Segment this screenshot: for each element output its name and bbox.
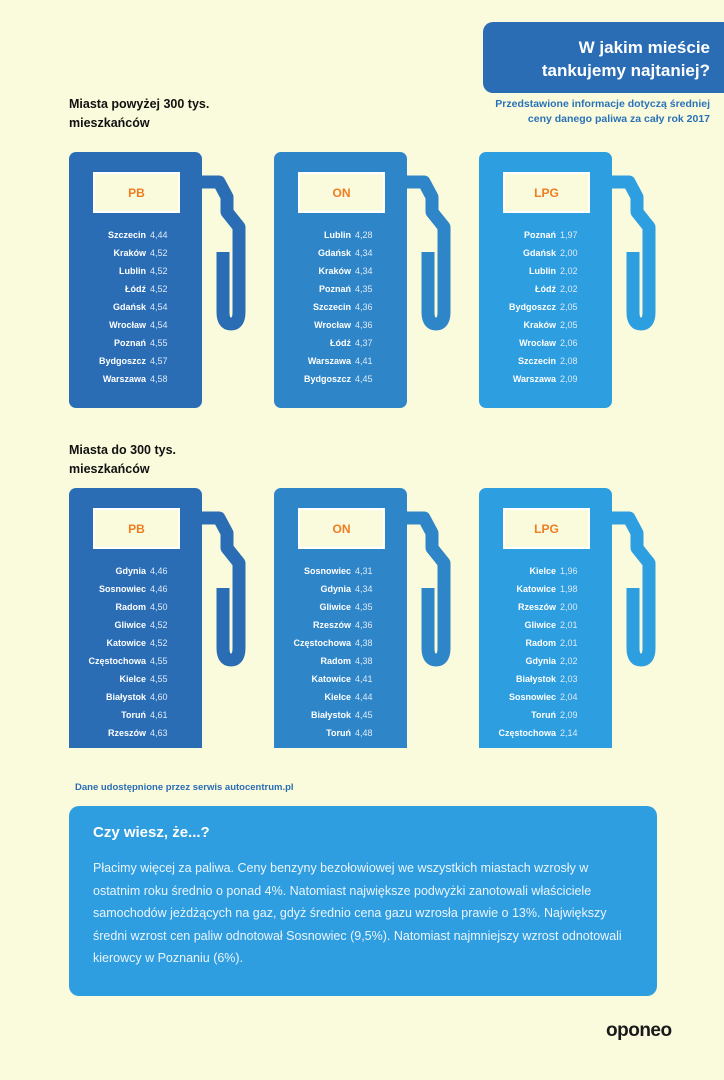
city-name: Kielce [529, 566, 556, 576]
section-title-small [69, 441, 289, 479]
price-row [479, 724, 614, 742]
price-value: 2,09 [560, 710, 578, 720]
fact-title: Czy wiesz, że...? [93, 824, 210, 841]
price-value: 4,41 [355, 356, 373, 366]
fact-box [69, 806, 657, 996]
city-name: Warszawa [102, 374, 146, 384]
city-name: Częstochowa [88, 656, 146, 666]
city-name: Sosnowiec [98, 584, 146, 594]
city-name: Rzeszów [107, 728, 146, 738]
price-value: 2,06 [560, 338, 578, 348]
pump-hose [407, 518, 444, 660]
price-value: 4,55 [150, 674, 168, 684]
price-row [69, 280, 204, 298]
city-name: Gdynia [525, 656, 556, 666]
city-name: Kraków [113, 248, 146, 258]
price-row [479, 616, 614, 634]
city-name: Sosnowiec [508, 692, 556, 702]
price-row [479, 652, 614, 670]
price-value: 4,37 [355, 338, 373, 348]
city-price-list [69, 562, 204, 742]
section-title-big [69, 95, 289, 133]
city-name: Białystok [105, 692, 146, 702]
city-name: Gdynia [115, 566, 146, 576]
price-value: 2,02 [560, 284, 578, 294]
price-value: 4,38 [355, 656, 373, 666]
price-value: 4,45 [355, 710, 373, 720]
city-name: Białystok [515, 674, 556, 684]
price-row [274, 226, 409, 244]
city-name: Kraków [318, 266, 351, 276]
city-name: Rzeszów [312, 620, 351, 630]
city-name: Łódź [330, 338, 351, 348]
price-value: 4,55 [150, 656, 168, 666]
pump-hose [202, 182, 239, 324]
price-row [274, 298, 409, 316]
price-value: 4,41 [355, 674, 373, 684]
fuel-label: ON [298, 172, 385, 213]
price-row [69, 316, 204, 334]
city-name: Toruń [531, 710, 556, 720]
fuel-pump-on-small [274, 488, 459, 748]
city-name: Katowice [106, 638, 146, 648]
city-name: Warszawa [307, 356, 351, 366]
price-value: 1,96 [560, 566, 578, 576]
price-row [69, 334, 204, 352]
price-row [274, 244, 409, 262]
price-row [69, 598, 204, 616]
price-value: 4,34 [355, 584, 373, 594]
city-name: Katowice [516, 584, 556, 594]
price-value: 4,52 [150, 248, 168, 258]
pump-hose [612, 518, 649, 660]
price-value: 4,35 [355, 284, 373, 294]
price-row [274, 670, 409, 688]
price-row [274, 262, 409, 280]
city-price-list [479, 226, 614, 388]
section-title-big-line2: mieszkańców [69, 116, 150, 130]
price-value: 4,45 [355, 374, 373, 384]
price-value: 2,02 [560, 656, 578, 666]
city-name: Kraków [523, 320, 556, 330]
price-row [479, 298, 614, 316]
fuel-label: ON [298, 508, 385, 549]
city-name: Radom [525, 638, 556, 648]
city-name: Gdańsk [317, 248, 351, 258]
city-name: Gliwice [524, 620, 556, 630]
city-name: Lublin [119, 266, 146, 276]
price-value: 4,61 [150, 710, 168, 720]
price-row [69, 706, 204, 724]
city-name: Szczecin [517, 356, 556, 366]
price-value: 4,36 [355, 320, 373, 330]
price-value: 4,54 [150, 302, 168, 312]
price-value: 4,36 [355, 302, 373, 312]
city-name: Łódź [535, 284, 556, 294]
price-value: 4,60 [150, 692, 168, 702]
section-title-big-line1: Miasta powyżej 300 tys. [69, 97, 210, 111]
city-name: Bydgoszcz [303, 374, 351, 384]
city-name: Gliwice [114, 620, 146, 630]
price-value: 4,58 [150, 374, 168, 384]
price-row [274, 334, 409, 352]
price-row [69, 352, 204, 370]
price-value: 4,57 [150, 356, 168, 366]
price-row [274, 724, 409, 742]
price-row [69, 652, 204, 670]
section-title-small-line1: Miasta do 300 tys. [69, 443, 176, 457]
price-row [479, 244, 614, 262]
city-name: Kielce [324, 692, 351, 702]
price-value: 4,28 [355, 230, 373, 240]
price-row [479, 316, 614, 334]
city-name: Sosnowiec [303, 566, 351, 576]
price-value: 4,31 [355, 566, 373, 576]
city-name: Białystok [310, 710, 351, 720]
title-banner [483, 22, 724, 93]
price-value: 2,00 [560, 602, 578, 612]
price-value: 4,36 [355, 620, 373, 630]
price-row [274, 316, 409, 334]
price-value: 4,34 [355, 248, 373, 258]
price-row [69, 580, 204, 598]
city-price-list [274, 226, 409, 388]
city-name: Rzeszów [517, 602, 556, 612]
city-name: Wrocław [314, 320, 351, 330]
price-row [69, 226, 204, 244]
city-name: Radom [115, 602, 146, 612]
pump-hose [202, 518, 239, 660]
price-row [69, 634, 204, 652]
price-value: 4,63 [150, 728, 168, 738]
city-name: Kielce [119, 674, 146, 684]
price-row [479, 670, 614, 688]
fuel-label: LPG [503, 172, 590, 213]
fuel-pump-pb-small [69, 488, 254, 748]
city-name: Gliwice [319, 602, 351, 612]
subtitle-line-2: ceny danego paliwa za cały rok 2017 [527, 113, 710, 125]
price-row [274, 580, 409, 598]
city-name: Łódź [125, 284, 146, 294]
city-name: Poznań [523, 230, 556, 240]
city-name: Katowice [311, 674, 351, 684]
price-value: 2,01 [560, 638, 578, 648]
price-row [274, 652, 409, 670]
price-value: 2,00 [560, 248, 578, 258]
city-name: Wrocław [519, 338, 556, 348]
city-name: Gdynia [320, 584, 351, 594]
price-row [69, 262, 204, 280]
oponeo-logo: oponeo [606, 1020, 672, 1041]
price-row [479, 706, 614, 724]
price-value: 4,34 [355, 266, 373, 276]
price-row [69, 616, 204, 634]
city-name: Gdańsk [522, 248, 556, 258]
price-row [274, 562, 409, 580]
price-value: 4,44 [355, 692, 373, 702]
fuel-pump-lpg-small [479, 488, 664, 748]
city-name: Toruń [121, 710, 146, 720]
price-value: 4,52 [150, 284, 168, 294]
fuel-label: PB [93, 508, 180, 549]
price-value: 4,50 [150, 602, 168, 612]
price-row [69, 370, 204, 388]
city-name: Częstochowa [293, 638, 351, 648]
price-row [479, 562, 614, 580]
price-value: 4,48 [355, 728, 373, 738]
price-value: 4,44 [150, 230, 168, 240]
pump-hose [407, 182, 444, 324]
price-row [69, 670, 204, 688]
price-value: 4,38 [355, 638, 373, 648]
price-row [274, 616, 409, 634]
price-row [274, 634, 409, 652]
city-name: Toruń [326, 728, 351, 738]
city-price-list [479, 562, 614, 742]
city-name: Szczecin [107, 230, 146, 240]
price-value: 4,46 [150, 566, 168, 576]
price-row [274, 370, 409, 388]
price-value: 2,08 [560, 356, 578, 366]
fuel-pump-pb-big [69, 152, 254, 412]
section-title-small-line2: mieszkańców [69, 462, 150, 476]
pump-hose [612, 182, 649, 324]
price-row [479, 352, 614, 370]
price-row [274, 352, 409, 370]
price-value: 1,97 [560, 230, 578, 240]
city-name: Gdańsk [112, 302, 146, 312]
price-value: 4,54 [150, 320, 168, 330]
source-note: Dane udostępnione przez serwis autocentrum.pl [75, 782, 294, 793]
price-row [479, 634, 614, 652]
city-name: Wrocław [109, 320, 146, 330]
price-row [69, 724, 204, 742]
price-row [69, 688, 204, 706]
price-value: 2,14 [560, 728, 578, 738]
price-row [479, 370, 614, 388]
price-value: 2,04 [560, 692, 578, 702]
fact-text: Płacimy więcej za paliwa. Ceny benzyny bezołowiowej we wszystkich miastach wzrosły w ostatnim roku średnio o ponad 4%. Natomiast największe podwyżki zanotowali właściciele samochodów jeżdżących na gaz, gdyż średnio cena gazu wzrosła prawie o 13%. Największy średni wzrost cen paliw odnotował Sosnowiec (9,5%). Natomiast najmniejszy wzrost odnotowali kierowcy w Poznaniu (6%). [93, 861, 622, 965]
city-name: Radom [320, 656, 351, 666]
price-row [69, 298, 204, 316]
price-row [274, 280, 409, 298]
price-value: 4,55 [150, 338, 168, 348]
city-name: Warszawa [512, 374, 556, 384]
price-row [479, 688, 614, 706]
price-value: 1,98 [560, 584, 578, 594]
price-value: 2,02 [560, 266, 578, 276]
price-row [274, 598, 409, 616]
price-row [69, 562, 204, 580]
price-value: 2,03 [560, 674, 578, 684]
price-value: 2,05 [560, 320, 578, 330]
price-row [479, 226, 614, 244]
price-row [69, 244, 204, 262]
price-value: 2,01 [560, 620, 578, 630]
city-price-list [69, 226, 204, 388]
city-name: Częstochowa [498, 728, 556, 738]
price-row [479, 580, 614, 598]
city-name: Szczecin [312, 302, 351, 312]
price-row [274, 688, 409, 706]
fuel-label: PB [93, 172, 180, 213]
city-name: Lublin [324, 230, 351, 240]
price-row [479, 262, 614, 280]
fuel-pump-on-big [274, 152, 459, 412]
title-line-2: tankujemy najtaniej? [541, 61, 710, 80]
price-value: 2,05 [560, 302, 578, 312]
price-value: 4,46 [150, 584, 168, 594]
city-name: Poznań [318, 284, 351, 294]
price-value: 2,09 [560, 374, 578, 384]
price-row [479, 598, 614, 616]
title-line-1: W jakim mieście [578, 38, 710, 57]
city-name: Bydgoszcz [508, 302, 556, 312]
price-value: 4,52 [150, 638, 168, 648]
price-value: 4,52 [150, 620, 168, 630]
city-price-list [274, 562, 409, 742]
price-row [479, 280, 614, 298]
price-row [274, 706, 409, 724]
fuel-pump-lpg-big [479, 152, 664, 412]
price-value: 4,52 [150, 266, 168, 276]
subtitle [410, 97, 710, 127]
subtitle-line-1: Przedstawione informacje dotyczą średniej [495, 98, 710, 110]
city-name: Bydgoszcz [98, 356, 146, 366]
fuel-label: LPG [503, 508, 590, 549]
city-name: Poznań [113, 338, 146, 348]
city-name: Lublin [529, 266, 556, 276]
price-row [479, 334, 614, 352]
price-value: 4,35 [355, 602, 373, 612]
